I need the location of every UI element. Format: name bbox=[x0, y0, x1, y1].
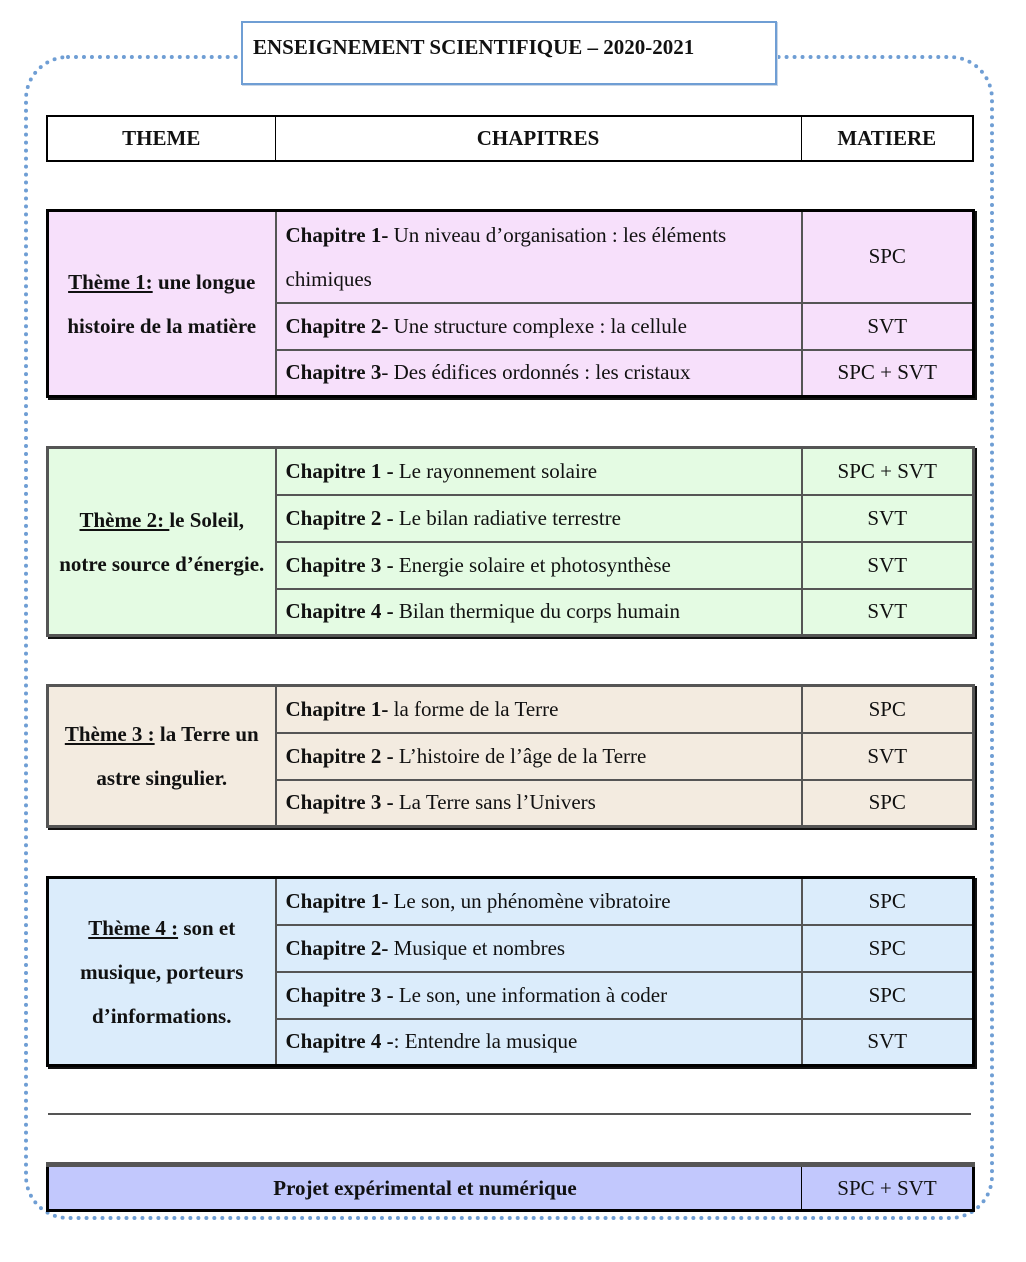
chapter-number: Chapitre 3 - bbox=[285, 552, 394, 577]
theme-label: Thème 3 : bbox=[64, 722, 155, 746]
matiere-cell: SPC + SVT bbox=[802, 350, 974, 397]
matiere-cell: SPC bbox=[802, 925, 974, 972]
theme-4-cell bbox=[48, 878, 276, 1066]
chapter-number: Chapitre 2 - bbox=[285, 743, 394, 768]
chapter-cell bbox=[276, 589, 802, 636]
chapter-cell bbox=[276, 448, 802, 495]
chapter-title: Le rayonnement solaire bbox=[393, 458, 598, 483]
matiere-cell: SPC + SVT bbox=[802, 448, 974, 495]
table-row bbox=[48, 211, 974, 303]
chapter-number: Chapitre 2- bbox=[285, 935, 389, 960]
chapter-cell bbox=[276, 878, 802, 925]
chapter-number: Chapitre 2- bbox=[285, 313, 389, 338]
table-row bbox=[48, 448, 974, 495]
chapter-number: Chapitre 4 - bbox=[285, 1029, 394, 1054]
table-row bbox=[48, 686, 974, 733]
chapter-cell bbox=[276, 780, 802, 827]
theme-2-cell bbox=[48, 448, 276, 636]
chapter-cell bbox=[276, 350, 802, 397]
chapter-cell bbox=[276, 733, 802, 780]
matiere-cell: SVT bbox=[802, 303, 974, 350]
theme-2-table bbox=[46, 446, 975, 637]
matiere-cell: SVT bbox=[802, 542, 974, 589]
chapter-title: Une structure complexe : la cellule bbox=[388, 313, 687, 338]
chapter-title: Bilan thermique du corps humain bbox=[393, 599, 680, 624]
chapter-number: Chapitre 3 - bbox=[285, 982, 394, 1007]
chapter-cell bbox=[276, 686, 802, 733]
header-matiere: MATIERE bbox=[837, 126, 937, 150]
chapter-title: Energie solaire et photosynthèse bbox=[393, 552, 671, 577]
chapter-title: Le bilan radiative terrestre bbox=[393, 505, 621, 530]
page-title: ENSEIGNEMENT SCIENTIFIQUE – 2020-2021 bbox=[253, 35, 695, 59]
chapter-title: La Terre sans l’Univers bbox=[393, 790, 596, 815]
matiere-cell: SVT bbox=[802, 589, 974, 636]
project-name: Projet expérimental et numérique bbox=[48, 1165, 802, 1211]
header-chapitres: CHAPITRES bbox=[275, 116, 801, 161]
chapter-cell bbox=[276, 303, 802, 350]
chapter-number: Chapitre 2 - bbox=[285, 505, 394, 530]
theme-1-table bbox=[46, 209, 975, 398]
theme-description: le Soleil, notre source d’énergie. bbox=[59, 507, 265, 576]
matiere-cell: SVT bbox=[802, 495, 974, 542]
chapter-title: Le son, une information à coder bbox=[393, 982, 668, 1007]
matiere-cell: SPC bbox=[802, 211, 974, 303]
chapter-title: la forme de la Terre bbox=[388, 696, 559, 721]
chapter-number: Chapitre 1- bbox=[285, 696, 389, 721]
theme-3-table bbox=[46, 684, 975, 828]
chapter-title: Musique et nombres bbox=[388, 935, 566, 960]
header-theme: THEME bbox=[47, 116, 275, 161]
chapter-number: Chapitre 1 - bbox=[285, 458, 394, 483]
matiere-cell: SVT bbox=[802, 1019, 974, 1066]
chapter-cell bbox=[276, 211, 802, 303]
matiere-cell: SPC bbox=[802, 878, 974, 925]
theme-label: Thème 1: bbox=[68, 269, 153, 294]
theme-description: la Terre un astre singulier. bbox=[96, 722, 259, 790]
theme-label: Thème 2: bbox=[79, 507, 170, 532]
chapter-title: : Entendre la musique bbox=[393, 1029, 578, 1054]
table-row bbox=[48, 878, 974, 925]
chapter-title: - Des édifices ordonnés : les cristaux bbox=[381, 360, 691, 385]
theme-3-cell bbox=[48, 686, 276, 827]
chapter-number: Chapitre 1- bbox=[285, 888, 389, 913]
page-title-box bbox=[241, 21, 777, 85]
matiere-cell: SPC bbox=[802, 686, 974, 733]
chapter-cell bbox=[276, 495, 802, 542]
matiere-cell: SVT bbox=[802, 733, 974, 780]
column-header-table bbox=[46, 115, 974, 162]
chapter-number: Chapitre 4 - bbox=[285, 599, 394, 624]
chapter-number: Chapitre 3 - bbox=[285, 790, 394, 815]
theme-4-table bbox=[46, 876, 975, 1067]
chapter-cell bbox=[276, 542, 802, 589]
matiere-cell: SPC bbox=[802, 780, 974, 827]
horizontal-divider bbox=[48, 1113, 971, 1115]
chapter-cell bbox=[276, 972, 802, 1019]
chapter-title: Le son, un phénomène vibratoire bbox=[388, 888, 671, 913]
chapter-title: Un niveau d’organisation : les éléments chimiques bbox=[285, 222, 727, 291]
theme-label: Thème 4 : bbox=[88, 915, 179, 940]
chapter-title: L’histoire de l’âge de la Terre bbox=[393, 743, 647, 768]
chapter-cell bbox=[276, 925, 802, 972]
project-table bbox=[46, 1162, 975, 1212]
chapter-cell bbox=[276, 1019, 802, 1066]
project-matiere: SPC + SVT bbox=[837, 1175, 937, 1200]
chapter-number: Chapitre 3 bbox=[285, 360, 382, 385]
theme-description: son et musique, porteurs d’informations. bbox=[80, 915, 244, 1028]
matiere-cell: SPC bbox=[802, 972, 974, 1019]
theme-description: une longue histoire de la matière bbox=[67, 269, 257, 338]
chapter-number: Chapitre 1- bbox=[285, 222, 389, 247]
theme-1-cell bbox=[48, 211, 276, 397]
